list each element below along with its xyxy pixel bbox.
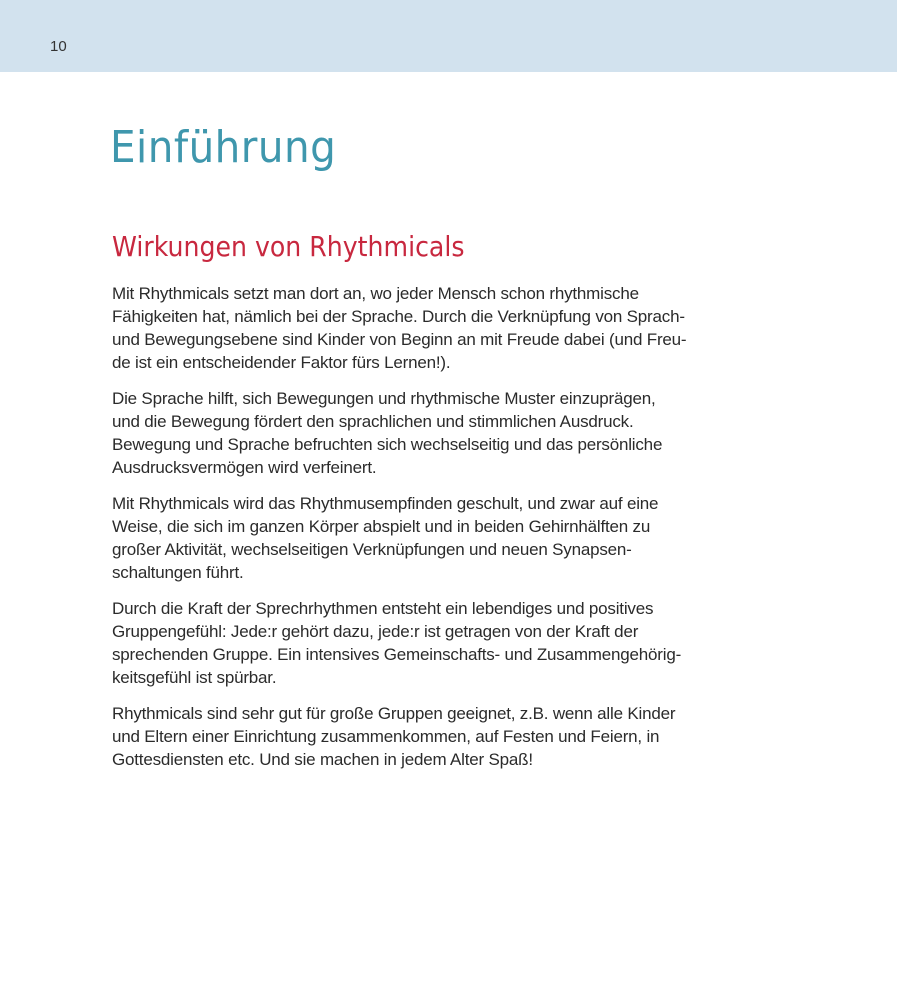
text-line: Die Sprache hilft, sich Bewegungen und rhythmische Muster einzuprägen,: [112, 389, 656, 408]
text-line: großer Aktivität, wechselseitigen Verknüpfungen und neuen Synapsen-: [112, 540, 632, 559]
body-text: [112, 282, 792, 784]
text-line: und die Bewegung fördert den sprachlichen und stimmlichen Ausdruck.: [112, 412, 634, 431]
text-line: schaltungen führt.: [112, 563, 244, 582]
text-line: Weise, die sich im ganzen Körper abspielt und in beiden Gehirnhälften zu: [112, 517, 651, 536]
text-line: Mit Rhythmicals wird das Rhythmusempfinden geschult, und zwar auf eine: [112, 494, 659, 513]
paragraph: [112, 282, 792, 374]
text-line: Bewegung und Sprache befruchten sich wechselseitig und das persönliche: [112, 435, 663, 454]
header-band: [0, 0, 897, 72]
text-line: de ist ein entscheidender Faktor fürs Lernen!).: [112, 353, 451, 372]
paragraph: [112, 492, 792, 584]
text-line: keitsgefühl ist spürbar.: [112, 668, 277, 687]
text-line: Gottesdiensten etc. Und sie machen in jedem Alter Spaß!: [112, 750, 533, 769]
text-line: Gruppengefühl: Jede:r gehört dazu, jede:r ist getragen von der Kraft der: [112, 622, 639, 641]
text-line: Fähigkeiten hat, nämlich bei der Sprache. Durch die Verknüpfung von Sprach-: [112, 307, 685, 326]
paragraph: [112, 702, 792, 771]
section-heading: Wirkungen von Rhythmicals: [112, 230, 465, 263]
text-line: Ausdrucksvermögen wird verfeinert.: [112, 458, 377, 477]
text-line: und Bewegungsebene sind Kinder von Beginn an mit Freude dabei (und Freu-: [112, 330, 687, 349]
page-number: 10: [50, 38, 67, 55]
text-line: Mit Rhythmicals setzt man dort an, wo jeder Mensch schon rhythmische: [112, 284, 639, 303]
text-line: sprechenden Gruppe. Ein intensives Gemeinschafts- und Zusammengehörig-: [112, 645, 682, 664]
paragraph: [112, 387, 792, 479]
paragraph: [112, 597, 792, 689]
text-line: Durch die Kraft der Sprechrhythmen entsteht ein lebendiges und positives: [112, 599, 654, 618]
page-title: Einführung: [110, 122, 337, 173]
text-line: Rhythmicals sind sehr gut für große Gruppen geeignet, z.B. wenn alle Kinder: [112, 704, 676, 723]
text-line: und Eltern einer Einrichtung zusammenkommen, auf Festen und Feiern, in: [112, 727, 660, 746]
